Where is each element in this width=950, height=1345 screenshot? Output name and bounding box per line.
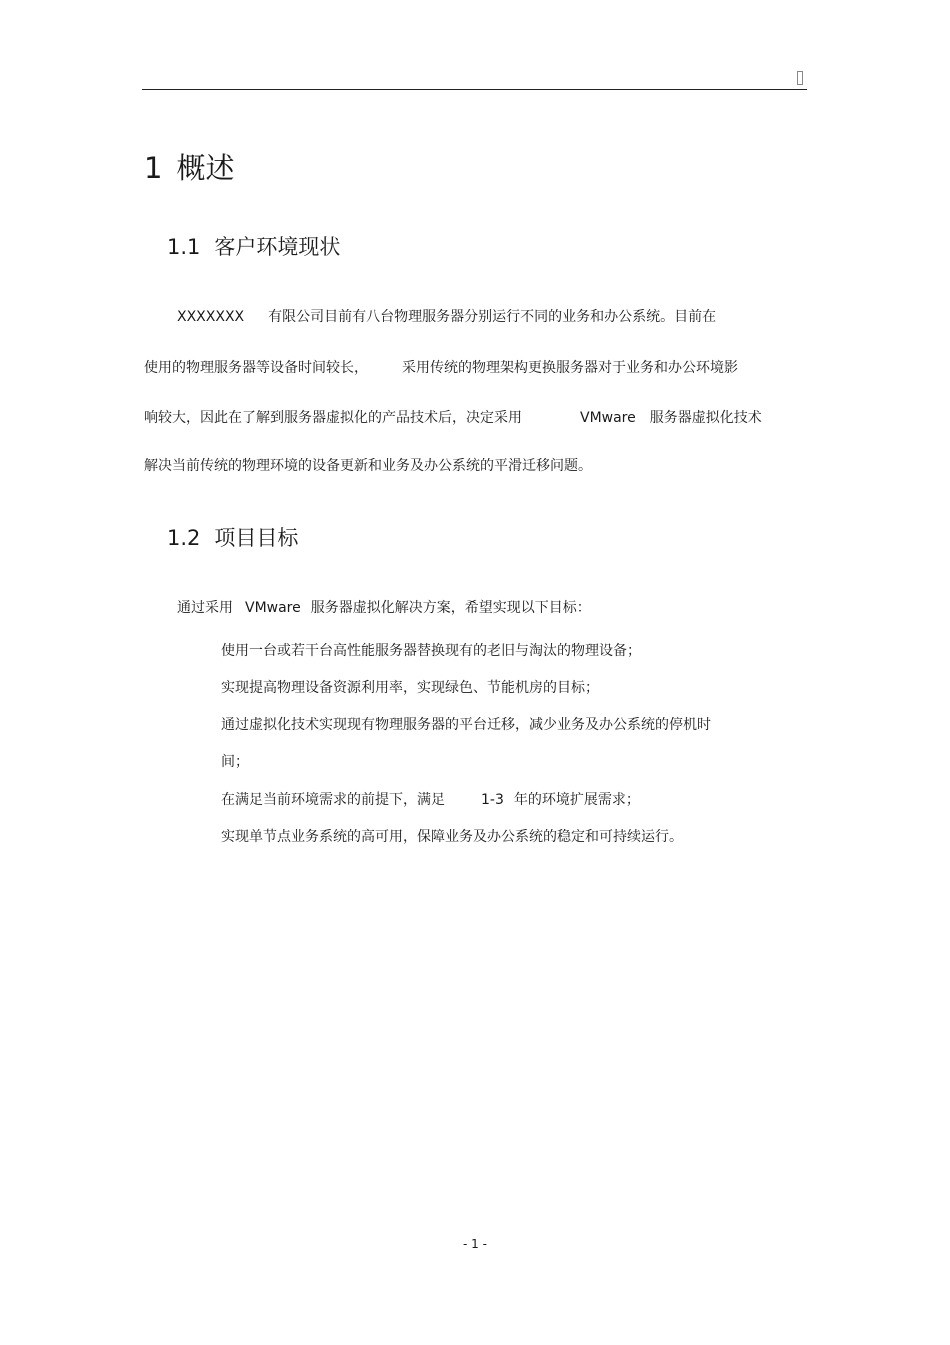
goal-item-5: 实现单节点业务系统的高可用，保障业务及办公系统的稳定和可持续运行。	[221, 829, 683, 845]
goal-item-1: 使用一台或若干台高性能服务器替换现有的老旧与淘汰的物理设备；	[221, 643, 641, 659]
paragraph-line-4: 解决当前传统的物理环境的设备更新和业务及办公系统的平滑迁移问题。	[144, 458, 592, 474]
section-1-heading	[144, 148, 234, 188]
section-1-2-heading	[167, 524, 298, 552]
page-number: - 1 -	[463, 1237, 487, 1251]
header-rule	[142, 89, 807, 90]
section-1-1-title: 客户环境现状	[214, 235, 341, 259]
paragraph-line-2: 使用的物理服务器等设备时间较长， 采用传统的物理架构更换服务器对于业务和办公环境影	[144, 360, 738, 376]
section-1-2-title: 项目目标	[214, 526, 299, 550]
section-1-number: 1	[144, 151, 163, 185]
section-1-1-heading	[167, 233, 340, 261]
goal-item-3: 通过虚拟化技术实现现有物理服务器的平台迁移，减少业务及办公系统的停机时	[221, 717, 711, 733]
section-1-2-number: 1.2	[167, 526, 201, 550]
goal-item-4: 在满足当前环境需求的前提下，满足 1-3 年的环境扩展需求；	[221, 792, 640, 808]
header-mark-icon	[797, 71, 803, 85]
section-1-title: 概述	[176, 151, 235, 185]
paragraph-line-3: 响较大，因此在了解到服务器虚拟化的产品技术后，决定采用 VMware 服务器虚拟化技术	[144, 410, 762, 426]
goal-item-3-continued: 间；	[221, 754, 249, 770]
goal-item-2: 实现提高物理设备资源利用率，实现绿色、节能机房的目标；	[221, 680, 599, 696]
goals-intro: 通过采用 VMware 服务器虚拟化解决方案，希望实现以下目标：	[177, 600, 591, 616]
section-1-1-number: 1.1	[167, 235, 201, 259]
paragraph-line-1: XXXXXXX 有限公司目前有八台物理服务器分别运行不同的业务和办公系统。目前在	[177, 309, 717, 325]
